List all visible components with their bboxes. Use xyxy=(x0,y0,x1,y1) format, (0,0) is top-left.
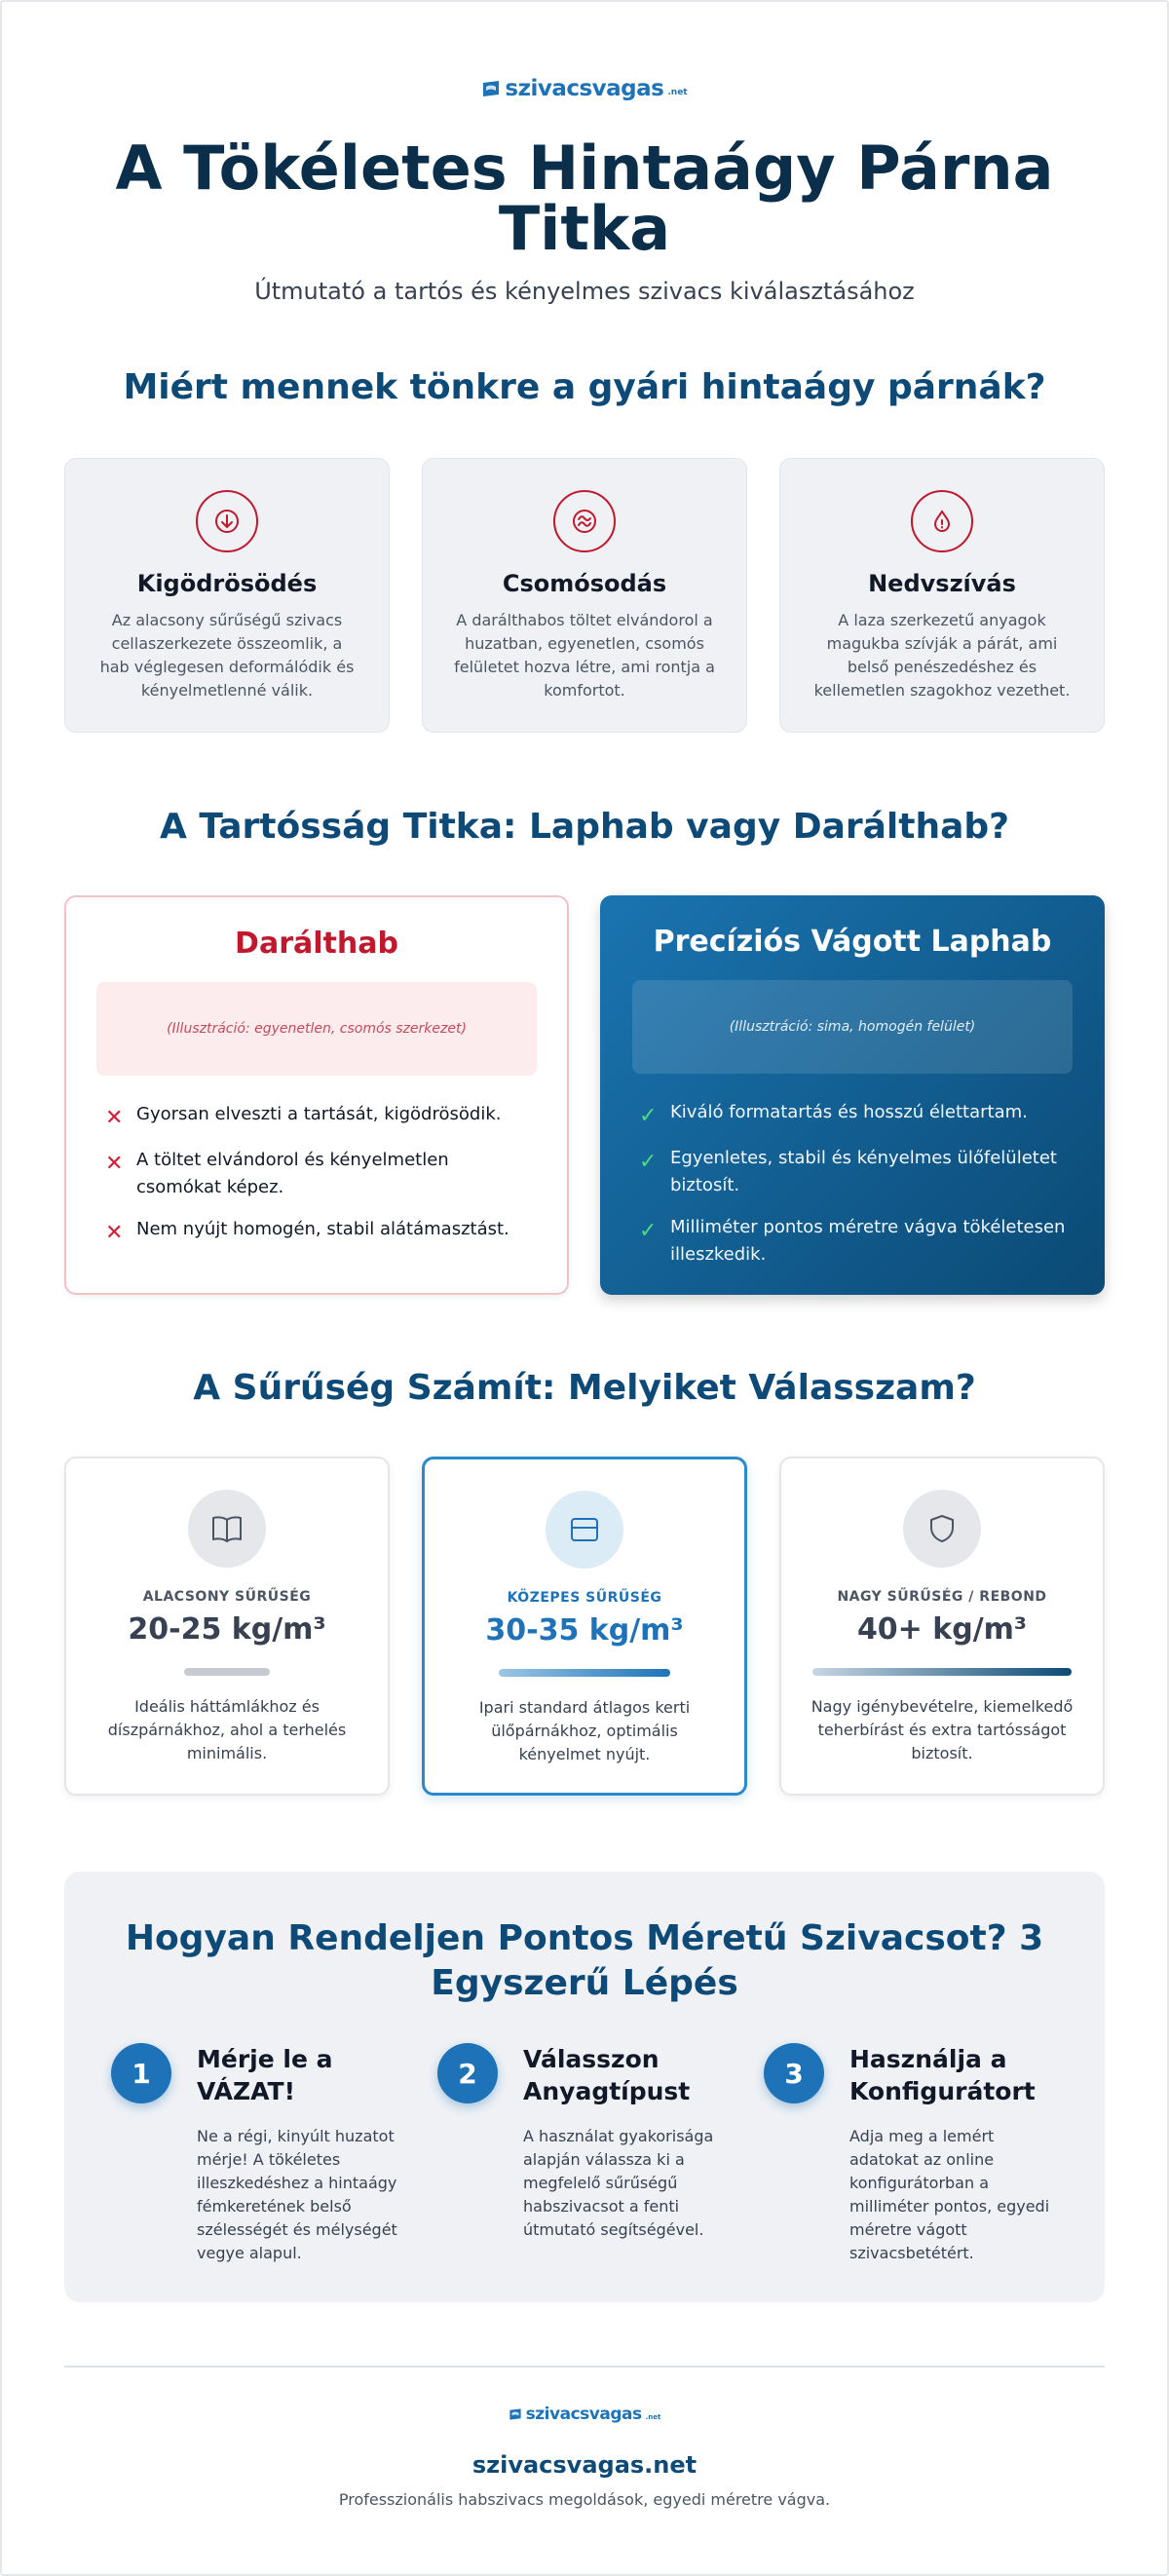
cut-foam-title: Precíziós Vágott Laphab xyxy=(653,925,1052,959)
step-number: 1 xyxy=(111,2043,171,2103)
book-icon xyxy=(207,1509,246,1548)
cut-foam-illustration: (Illusztráció: sima, homogén felület) xyxy=(632,980,1073,1074)
step-title: Mérje le a VÁZAT! xyxy=(197,2045,333,2105)
cross-icon: ✕ xyxy=(105,1221,124,1245)
list-item xyxy=(639,1145,1068,1199)
step-number: 3 xyxy=(764,2043,824,2103)
step-title: Válasszon Anyagtípust xyxy=(523,2045,691,2105)
density-label: KÖZEPES SŰRŰSÉG xyxy=(507,1590,662,1606)
logo-text: szivacsvagas xyxy=(505,76,664,101)
list-item-text: Kiváló formatartás és hosszú élettartam. xyxy=(670,1102,1028,1122)
list-item xyxy=(105,1216,534,1247)
check-icon: ✓ xyxy=(639,1104,658,1128)
page-title: A Tökéletes Hintaágy Párna Titka xyxy=(115,133,1054,264)
shredded-foam-illustration: (Illusztráció: egyenetlen, csomós szerkezet) xyxy=(96,982,537,1076)
density-level-bar xyxy=(184,1668,270,1676)
lumps-icon xyxy=(570,507,599,536)
list-item xyxy=(639,1214,1068,1269)
list-item-text: Egyenletes, stabil és kényelmes ülőfelületet biztosít. xyxy=(670,1148,1057,1195)
list-item xyxy=(105,1147,534,1201)
problem-card-absorption xyxy=(779,458,1105,733)
footer-tagline: Professzionális habszivacs megoldások, egyedi méretre vágva. xyxy=(338,2490,831,2509)
arrow-down-icon xyxy=(212,507,242,536)
step-text: Adja meg a lemért adatokat az online konfigurátorban a milliméter pontos, egyedi méretre vágott szivacsbetétért. xyxy=(849,2127,1050,2262)
density-icon-circle xyxy=(546,1491,623,1569)
footer-site-name[interactable]: szivacsvagas.net xyxy=(471,2451,698,2479)
drop-icon xyxy=(927,507,957,536)
density-value: 30-35 kg/m³ xyxy=(485,1613,684,1648)
shredded-foam-list xyxy=(105,1101,534,1247)
problem-title: Csomósodás xyxy=(502,570,667,597)
steps-title: Hogyan Rendeljen Pontos Méretű Szivacsot? 3 Egyszerű Lépés xyxy=(125,1918,1044,2003)
density-icon-circle xyxy=(903,1490,981,1568)
density-icon-circle xyxy=(188,1490,266,1568)
density-card-low xyxy=(64,1457,390,1796)
shredded-foam-title: Darálthab xyxy=(235,927,398,961)
check-icon: ✓ xyxy=(639,1150,658,1174)
cut-foam-list xyxy=(639,1099,1068,1269)
list-item-text: Milliméter pontos méretre vágva tökéletesen illeszkedik. xyxy=(670,1217,1066,1265)
density-value: 20-25 kg/m³ xyxy=(128,1612,326,1647)
problem-title: Kigödrösödés xyxy=(136,570,318,597)
logo-text: szivacsvagas xyxy=(525,2405,642,2424)
problem-card-lumping xyxy=(422,458,747,733)
logo-mark-icon xyxy=(481,79,501,98)
problem-card-sagging xyxy=(64,458,390,733)
step-text: Ne a régi, kinyúlt huzatot mérje! A tökéletes illeszkedéshez a hintaágy fémkeretének belső szélességét és mélységét vegye alapul. xyxy=(197,2127,397,2262)
cross-icon: ✕ xyxy=(105,1106,124,1130)
density-text: Ipari standard átlagos kerti ülőpárnákhoz, optimális kényelmet nyújt. xyxy=(478,1698,691,1763)
list-item-text: Gyorsan elveszti a tartását, kigödrösödik. xyxy=(136,1104,502,1124)
density-card-medium xyxy=(422,1457,747,1796)
density-level-bar xyxy=(499,1669,670,1677)
density-level-bar xyxy=(812,1668,1072,1676)
cushion-icon xyxy=(565,1510,604,1549)
cut-foam-card xyxy=(600,895,1105,1295)
step-title: Használja a Konfigurátort xyxy=(849,2045,1036,2105)
problems-title: Miért mennek tönkre a gyári hintaágy párnák? xyxy=(123,367,1046,407)
step-text: A használat gyakorisága alapján válassza ki a megfelelő sűrűségű habszivacsot a fenti útmutató segítségével. xyxy=(523,2127,714,2239)
density-card-high xyxy=(779,1457,1105,1796)
check-icon: ✓ xyxy=(639,1219,658,1243)
density-text: Ideális háttámlákhoz és díszpárnákhoz, ahol a terhelés minimális. xyxy=(107,1697,347,1762)
problem-icon-circle xyxy=(911,490,973,552)
problem-text: A laza szerkezetű anyagok magukba szívják a párát, ami belső penészedéshez és kellemetlen szagokhoz vezethet. xyxy=(813,611,1071,700)
density-text: Nagy igénybevételre, kiemelkedő teherbírást és extra tartósságot biztosít. xyxy=(811,1697,1074,1762)
cross-icon: ✕ xyxy=(105,1152,124,1176)
logo-tld: .net xyxy=(667,88,688,97)
steps-section xyxy=(64,1872,1105,2302)
problem-icon-circle xyxy=(553,490,616,552)
list-item xyxy=(639,1099,1068,1130)
step-number: 2 xyxy=(437,2043,498,2103)
footer-logo[interactable] xyxy=(0,2405,1169,2424)
footer-divider xyxy=(64,2366,1105,2368)
brand-logo[interactable] xyxy=(0,76,1169,101)
problem-icon-circle xyxy=(196,490,258,552)
problem-title: Nedvszívás xyxy=(868,570,1016,597)
density-value: 40+ kg/m³ xyxy=(856,1612,1028,1647)
list-item xyxy=(105,1101,534,1132)
problem-text: Az alacsony sűrűségű szivacs cellaszerkezete összeomlik, a hab véglegesen deformálódik és kényelmetlenné válik. xyxy=(99,611,355,700)
page-subtitle: Útmutató a tartós és kényelmes szivacs kiválasztásához xyxy=(254,278,915,305)
compare-title: A Tartósság Titka: Laphab vagy Darálthab? xyxy=(159,807,1010,847)
problem-text: A darálthabos töltet elvándorol a huzatban, egyenetlen, csomós felületet hozva létre, ami rontja a komfortot. xyxy=(454,611,715,700)
shield-icon xyxy=(923,1509,962,1548)
logo-tld: .net xyxy=(645,2413,661,2421)
list-item-text: A töltet elvándorol és kényelmetlen csomókat képez. xyxy=(136,1150,449,1197)
density-title: A Sűrűség Számít: Melyiket Válasszam? xyxy=(193,1368,976,1408)
list-item-text: Nem nyújt homogén, stabil alátámasztást. xyxy=(136,1219,509,1239)
density-label: NAGY SŰRŰSÉG / REBOND xyxy=(837,1589,1047,1605)
logo-mark-icon xyxy=(509,2407,522,2421)
density-label: ALACSONY SŰRŰSÉG xyxy=(142,1589,312,1605)
shredded-foam-card xyxy=(64,895,569,1295)
